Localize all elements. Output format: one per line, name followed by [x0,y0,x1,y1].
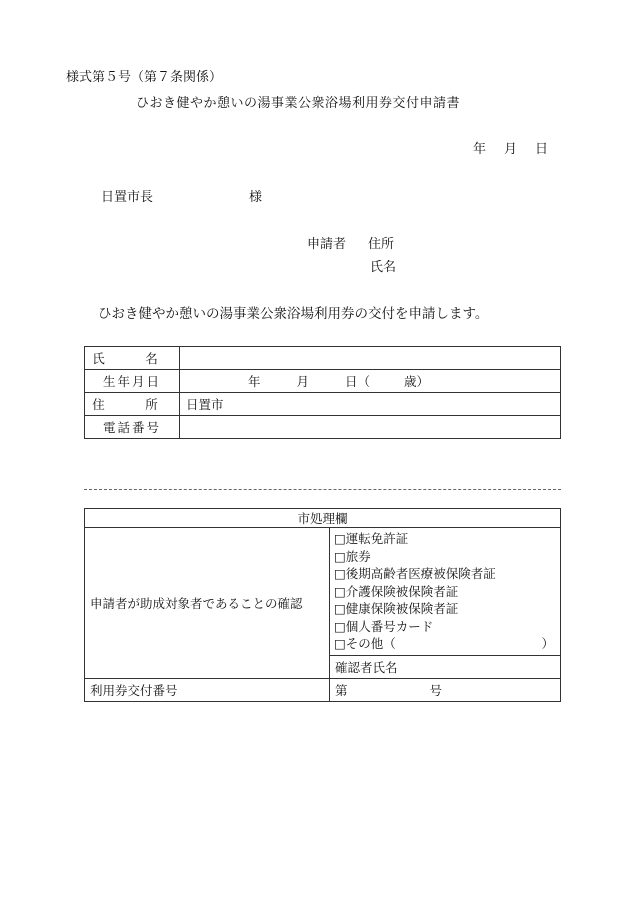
address-label: 住 所 [85,393,180,416]
document-title: ひおき健やか憩いの湯事業公衆浴場利用券交付申請書 [136,96,461,111]
address-city: 日置市 [186,397,224,412]
table-row [85,393,561,416]
document-checklist [330,528,561,656]
date-month: 月 [504,142,518,157]
addressee-name: 日置市長 [101,190,154,205]
birth-month: 月 [296,374,309,389]
other-close-paren: ） [541,636,554,651]
checkbox-other[interactable]: □その他（ ） [334,636,554,651]
ticket-number-label: 利用券交付番号 [85,678,330,701]
confirm-label: 申請者が助成対象者であることの確認 [85,528,330,679]
table-row [85,528,561,656]
applicant-address-label: 住所 [368,237,395,252]
birth-age: 歳） [403,374,429,389]
ticket-number-field[interactable] [330,678,561,701]
addressee [101,186,263,205]
phone-field[interactable] [180,416,561,439]
name-label: 氏 名 [85,347,180,370]
address-field[interactable] [180,393,561,416]
form-number: 様式第５号（第７条関係） [66,70,223,85]
table-row [85,509,561,528]
checkbox-passport[interactable]: □旅券 [334,548,371,564]
name-field[interactable] [180,347,561,370]
ticket-suffix: 号 [429,682,443,698]
birth-day: 日（ [344,374,370,389]
addressee-honorific: 様 [249,190,263,205]
table-row [85,678,561,701]
office-header: 市処理欄 [85,509,561,528]
applicant-name-label: 氏名 [370,260,397,275]
checkbox-drivers-license[interactable]: □運転免許証 [334,531,409,546]
birthdate-field[interactable] [180,370,561,393]
date-line [473,138,548,157]
date-day: 日 [535,142,549,157]
checkbox-my-number-card[interactable]: □個人番号カード [334,618,434,634]
phone-label: 電話番号 [85,416,180,439]
table-row [85,416,561,439]
checkbox-elderly-insurance[interactable]: □後期高齢者医療被保険者証 [334,566,496,581]
checkbox-care-insurance[interactable]: □介護保険被保険者証 [334,583,459,599]
date-year: 年 [473,142,487,157]
birth-year: 年 [247,374,261,389]
applicant-label: 申請者 [307,237,347,252]
cut-line-divider [84,489,561,490]
table-row [85,370,561,393]
office-use-table [84,508,561,702]
confirmer-name-field[interactable]: 確認者氏名 [330,655,561,678]
applicant-info-table [84,346,561,439]
checkbox-health-insurance[interactable]: □健康保険被保険者証 [334,601,459,616]
table-row [85,347,561,370]
application-statement: ひおき健やか憩いの湯事業公衆浴場利用券の交付を申請します。 [98,306,489,322]
ticket-prefix: 第 [335,682,348,698]
birthdate-label: 生年月日 [85,370,180,393]
